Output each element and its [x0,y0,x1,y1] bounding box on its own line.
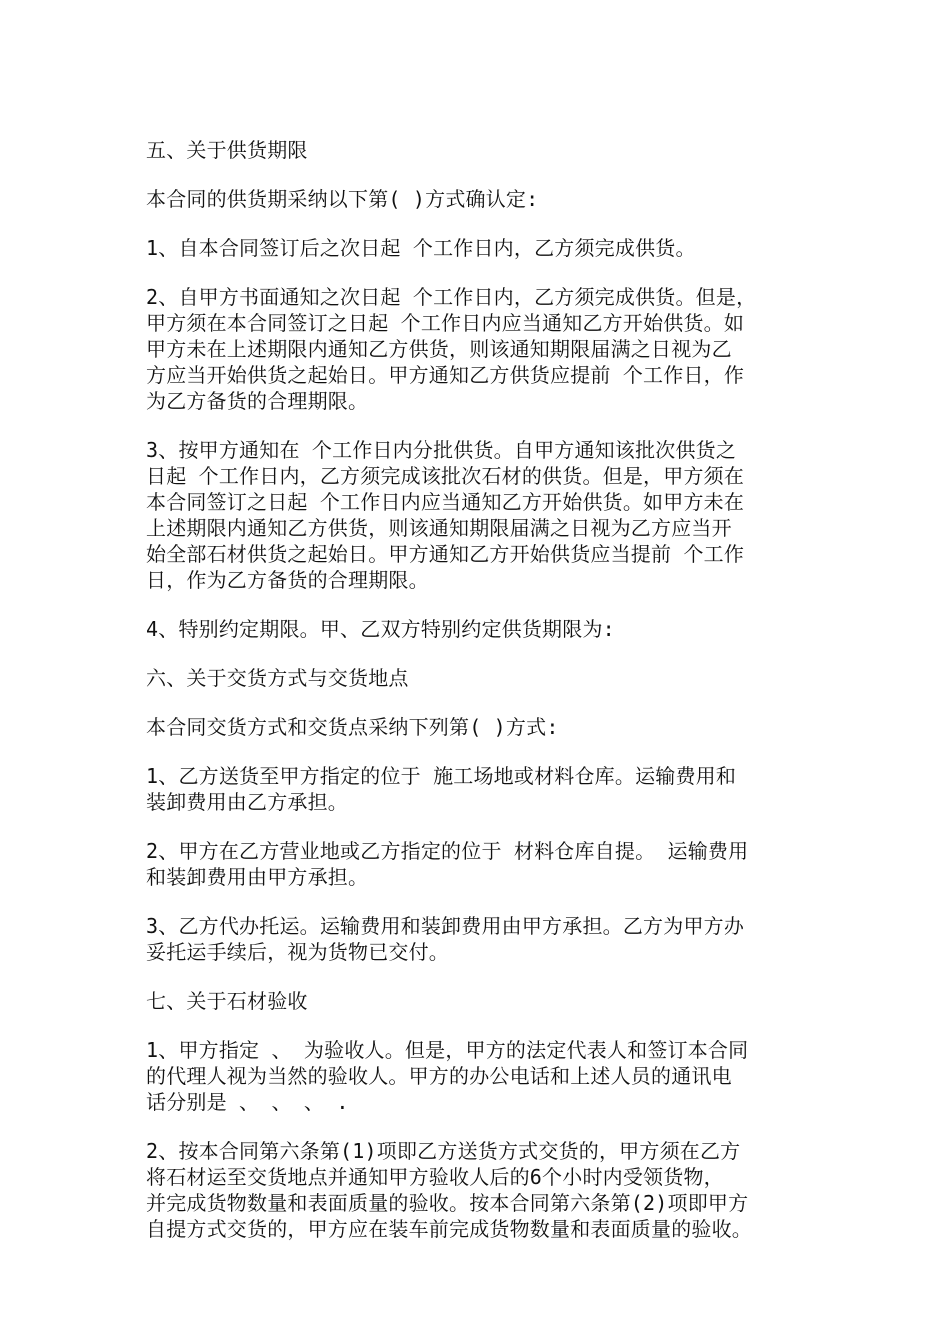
paragraph [146,714,814,740]
paragraph [146,616,814,642]
text-line: 装卸费用由乙方承担。 [146,790,348,814]
text-line: 2、按本合同第六条第(1)项即乙方送货方式交货的，甲方须在乙方 [146,1139,741,1163]
text-line: 本合同交货方式和交货点采纳下列第( )方式: [146,715,559,739]
paragraph [146,913,814,965]
text-line: 1、自本合同签订后之次日起 个工作日内，乙方须完成供货。 [146,236,696,260]
text-line: 日，作为乙方备货的合理期限。 [146,568,429,592]
paragraph [146,284,814,414]
text-line: 和装卸费用由甲方承担。 [146,865,369,889]
text-line: 日起 个工作日内，乙方须完成该批次石材的供货。但是，甲方须在 [146,464,745,488]
paragraph [146,763,814,815]
section-heading [146,137,814,163]
text-line: 六、关于交货方式与交货地点 [146,666,409,690]
text-line: 的代理人视为当然的验收人。甲方的办公电话和上述人员的通讯电 [146,1064,732,1088]
paragraph [146,235,814,261]
text-line: 为乙方备货的合理期限。 [146,389,369,413]
paragraph [146,838,814,890]
text-line: 自提方式交货的，甲方应在装车前完成货物数量和表面质量的验收。 [146,1217,752,1241]
text-line: 3、按甲方通知在 个工作日内分批供货。自甲方通知该批次供货之 [146,438,737,462]
document-body [146,137,814,1265]
text-line: 上述期限内通知乙方供货，则该通知期限届满之日视为乙方应当开 [146,516,732,540]
text-line: 妥托运手续后，视为货物已交付。 [146,940,449,964]
paragraph [146,1037,814,1115]
text-line: 本合同的供货期采纳以下第( )方式确认定: [146,187,539,211]
text-line: 七、关于石材验收 [146,989,308,1013]
paragraph [146,186,814,212]
text-line: 4、特别约定期限。甲、乙双方特别约定供货期限为: [146,617,615,641]
text-line: 话分别是 、 、 、 . [146,1090,349,1114]
text-line: 将石材运至交货地点并通知甲方验收人后的6个小时内受领货物， [146,1165,724,1189]
text-line: 1、乙方送货至甲方指定的位于 施工场地或材料仓库。运输费用和 [146,764,737,788]
text-line: 2、甲方在乙方营业地或乙方指定的位于 材料仓库自提。 运输费用 [146,839,749,863]
text-line: 甲方须在本合同签订之日起 个工作日内应当通知乙方开始供货。如 [146,311,745,335]
text-line: 方应当开始供货之起始日。甲方通知乙方供货应提前 个工作日，作 [146,363,745,387]
text-line: 甲方未在上述期限内通知乙方供货，则该通知期限届满之日视为乙 [146,337,732,361]
paragraph [146,1138,814,1242]
text-line: 3、乙方代办托运。运输费用和装卸费用由甲方承担。乙方为甲方办 [146,914,745,938]
section-heading [146,665,814,691]
text-line: 本合同签订之日起 个工作日内应当通知乙方开始供货。如甲方未在 [146,490,745,514]
paragraph [146,437,814,593]
text-line: 1、甲方指定 、 为验收人。但是，甲方的法定代表人和签订本合同 [146,1038,749,1062]
text-line: 2、自甲方书面通知之次日起 个工作日内，乙方须完成供货。但是， [146,285,757,309]
text-line: 并完成货物数量和表面质量的验收。按本合同第六条第(2)项即甲方 [146,1191,749,1215]
text-line: 始全部石材供货之起始日。甲方通知乙方开始供货应当提前 个工作 [146,542,745,566]
section-heading [146,988,814,1014]
text-line: 五、关于供货期限 [146,138,308,162]
